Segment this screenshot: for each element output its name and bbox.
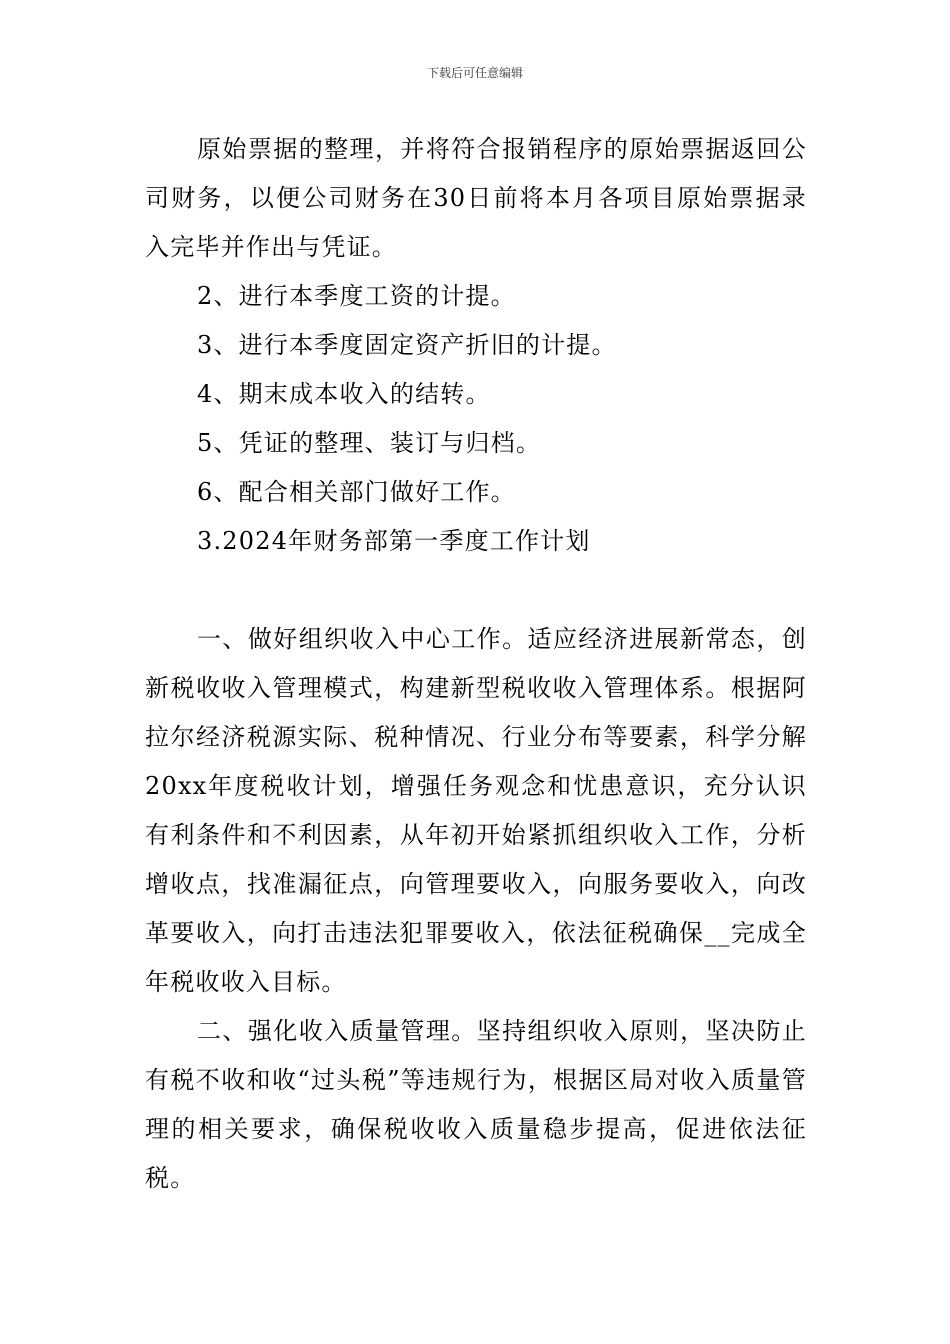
page-header: 下载后可任意编辑 xyxy=(426,66,523,80)
list-item-vouchers: 5、凭证的整理、装订与归档。 xyxy=(197,429,542,457)
list-item-cooperation: 6、配合相关部门做好工作。 xyxy=(197,478,516,506)
list-item-carryover: 4、期末成本收入的结转。 xyxy=(197,380,491,408)
section-title: 3.2024年财务部第一季度工作计划 xyxy=(197,527,591,555)
document-body xyxy=(145,125,807,1203)
paragraph-receipts: 原始票据的整理，并将符合报销程序的原始票据返回公司财务，以便公司财务在30日前将本月各项目原始票据录入完毕并作出与凭证。 xyxy=(145,135,807,261)
blank-line xyxy=(145,566,807,615)
paragraph-revenue-quality: 二、强化收入质量管理。坚持组织收入原则，坚决防止有税不收和收“过头税”等违规行为，根据区局对收入质量管理的相关要求，确保税收收入质量稳步提高，促进依法征税。 xyxy=(145,1017,807,1192)
list-item-depreciation: 3、进行本季度固定资产折旧的计提。 xyxy=(197,331,617,359)
list-item-salary: 2、进行本季度工资的计提。 xyxy=(197,282,516,310)
paragraph-revenue-work: 一、做好组织收入中心工作。适应经济进展新常态，创新税收收入管理模式，构建新型税收收入管理体系。根据阿拉尔经济税源实际、税种情况、行业分布等要素，科学分解20xx年度税收计划，增强任务观念和忧患意识，充分认识有利条件和不利因素，从年初开始紧抓组织收入工作，分析增收点，找准漏征点，向管理要收入，向服务要收入，向改革要收入，向打击违法犯罪要收入，依法征税确保__完成全年税收收入目标。 xyxy=(145,625,807,996)
